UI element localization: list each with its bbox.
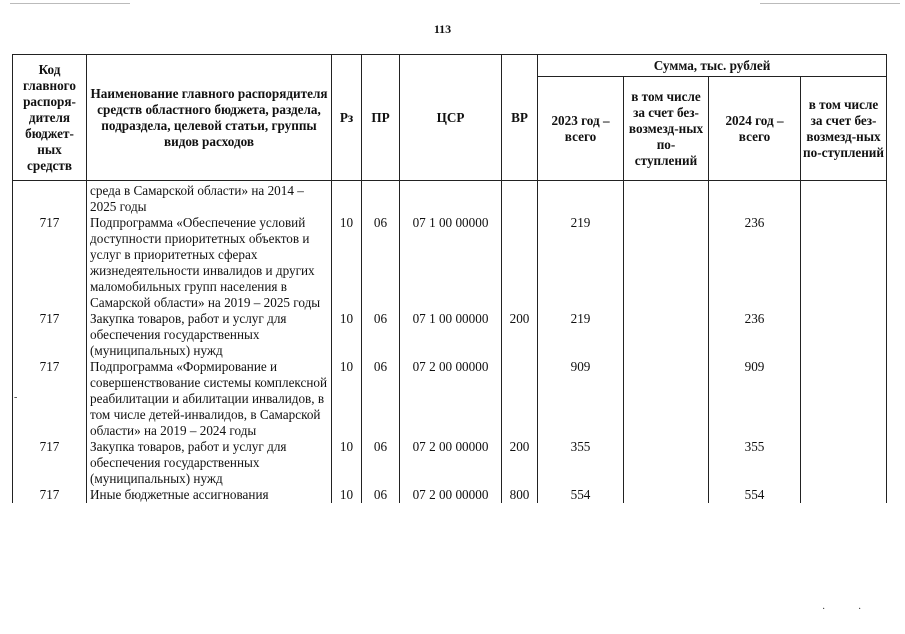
row-pr: 06 [362,487,400,503]
row-2024-total: 909 [709,359,801,439]
row-2023-total [538,181,624,216]
row-name: Подпрограмма «Формирование и совершенствование системы комплексной реабилитации и абилитации инвалидов, в том числе детей-инвалидов, в Самарской области» на 2019 – 2024 годы [87,359,332,439]
row-2024-free [801,439,887,487]
row-2024-free [801,311,887,359]
header-2024-free: в том числе за счет без-возмезд-ных по-ступлений [801,77,887,181]
table-body [13,181,887,504]
header-code: Код главного распоря-дителя бюджет-ных средств [13,55,87,181]
table-row [13,215,887,311]
row-csr: 07 2 00 00000 [400,487,502,503]
row-2024-free [801,215,887,311]
row-2023-total: 355 [538,439,624,487]
row-2023-free [624,215,709,311]
row-2023-total: 219 [538,311,624,359]
row-rz: 10 [332,487,362,503]
row-vr: 200 [502,439,538,487]
row-2023-total: 554 [538,487,624,503]
header-csr: ЦСР [400,55,502,181]
row-csr: 07 1 00 00000 [400,311,502,359]
row-rz: 10 [332,439,362,487]
scan-speck: ‑ [14,392,18,403]
table-row [13,181,887,216]
header-2024-total: 2024 год – всего [709,77,801,181]
row-2024-total [709,181,801,216]
row-2024-free [801,359,887,439]
row-2023-free [624,181,709,216]
table-row [13,439,887,487]
row-2023-free [624,487,709,503]
header-2023-free: в том числе за счет без-возмезд-ных по-ступлений [624,77,709,181]
header-sum: Сумма, тыс. рублей [538,55,887,77]
header-vr: ВР [502,55,538,181]
row-code: 717 [13,439,87,487]
header-2023-total: 2023 год – всего [538,77,624,181]
row-2024-free [801,487,887,503]
header-rz: Рз [332,55,362,181]
row-rz [332,181,362,216]
row-2024-total: 355 [709,439,801,487]
row-csr: 07 2 00 00000 [400,439,502,487]
row-code: 717 [13,311,87,359]
row-2023-total: 219 [538,215,624,311]
budget-table [12,54,887,503]
row-2023-total: 909 [538,359,624,439]
row-pr [362,181,400,216]
scan-speck: · [822,604,826,615]
scan-edge-line-right [760,3,900,4]
row-rz: 10 [332,311,362,359]
header-name: Наименование главного распорядителя средств областного бюджета, раздела, подраздела, целевой статьи, группы видов расходов [87,55,332,181]
row-rz: 10 [332,215,362,311]
row-csr [400,181,502,216]
scan-speck: · [858,604,862,615]
row-code: 717 [13,215,87,311]
row-pr: 06 [362,359,400,439]
row-2024-total: 236 [709,215,801,311]
row-2024-total: 236 [709,311,801,359]
row-rz: 10 [332,359,362,439]
table-row [13,487,887,503]
row-name: среда в Самарской области» на 2014 – 2025 годы [87,181,332,216]
row-2024-free [801,181,887,216]
row-name: Подпрограмма «Обеспечение условий доступности приоритетных объектов и услуг в приоритетных сферах жизнедеятельности инвалидов и других маломобильных групп населения в Самарской области» на 2019 – 2025 годы [87,215,332,311]
table-row [13,311,887,359]
page-number: 113 [433,22,452,36]
row-vr [502,215,538,311]
scan-edge-line-left [10,3,130,4]
row-name: Иные бюджетные ассигнования [87,487,332,503]
row-2023-free [624,359,709,439]
row-name: Закупка товаров, работ и услуг для обеспечения государственных (муниципальных) нужд [87,311,332,359]
row-vr: 800 [502,487,538,503]
row-vr [502,181,538,216]
row-pr: 06 [362,311,400,359]
row-pr: 06 [362,439,400,487]
row-name: Закупка товаров, работ и услуг для обеспечения государственных (муниципальных) нужд [87,439,332,487]
row-2023-free [624,439,709,487]
row-pr: 06 [362,215,400,311]
header-pr: ПР [362,55,400,181]
row-csr: 07 1 00 00000 [400,215,502,311]
table-row [13,359,887,439]
row-code [13,181,87,216]
row-2023-free [624,311,709,359]
row-vr: 200 [502,311,538,359]
row-code: 717 [13,487,87,503]
row-code: 717 [13,359,87,439]
row-2024-total: 554 [709,487,801,503]
row-csr: 07 2 00 00000 [400,359,502,439]
row-vr [502,359,538,439]
